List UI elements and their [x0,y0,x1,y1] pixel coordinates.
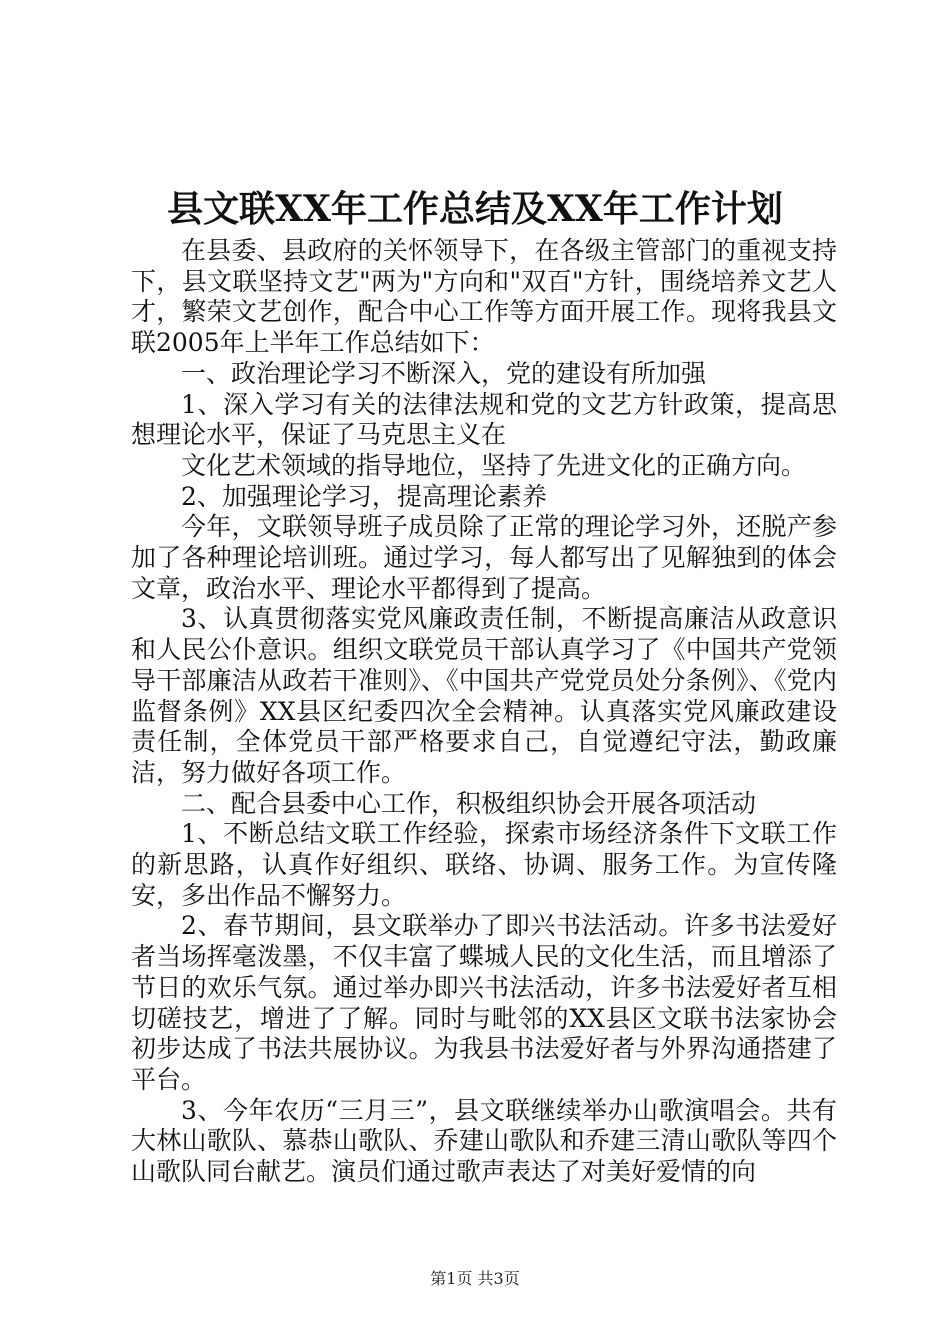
paragraph-2-3: 3、今年农历“三月三”，县文联继续举办山歌演唱会。共有大林山歌队、慕恭山歌队、乔建山歌队和乔建三清山歌队等四个山歌队同台献艺。演员们通过歌声表达了对美好爱情的向 [131,1095,837,1187]
document-body [131,236,837,1188]
page-footer: 第1页 共3页 [430,1269,520,1288]
paragraph-intro: 在县委、县政府的关怀领导下，在各级主管部门的重视支持下，县文联坚持文艺"两为"方向和"双百"方针，围绕培养文艺人才，繁荣文艺创作，配合中心工作等方面开展工作。现将我县文联2005年上半年工作总结如下： [131,236,837,358]
document-title: 县文联XX年工作总结及XX年工作计划 [167,188,783,230]
paragraph-1-2: 今年，文联领导班子成员除了正常的理论学习外，还脱产参加了各种理论培训班。通过学习，每人都写出了见解独到的体会文章，政治水平、理论水平都得到了提高。 [131,512,837,603]
subheading-1-2: 2、加强理论学习，提高理论素养 [181,481,547,511]
section-heading-1: 一、政治理论学习不断深入，党的建设有所加强 [181,358,707,388]
paragraph-1-1-continued: 文化艺术领域的指导地位，坚持了先进文化的正确方向。 [181,450,807,480]
section-heading-2: 二、配合县委中心工作，积极组织协会开展各项活动 [181,788,757,818]
paragraph-2-2: 2、春节期间，县文联举办了即兴书法活动。许多书法爱好者当场挥毫泼墨，不仅丰富了蝶城人民的文化生活，而且增添了节日的欢乐气氛。通过举办即兴书法活动，许多书法爱好者互相切磋技艺，增进了了解。同时与毗邻的XX县区文联书法家协会初步达成了书法共展协议。为我县书法爱好者与外界沟通搭建了平台。 [131,911,837,1094]
paragraph-1-1: 1、深入学习有关的法律法规和党的文艺方针政策，提高思想理论水平，保证了马克思主义在 [131,389,837,450]
paragraph-1-3: 3、认真贯彻落实党风廉政责任制，不断提高廉洁从政意识和人民公仆意识。组织文联党员干部认真学习了《中国共产党领导干部廉洁从政若干准则》、《中国共产党党员处分条例》、《党内监督条例》XX县区纪委四次全会精神。认真落实党风廉政建设责任制，全体党员干部严格要求自己，自觉遵纪守法，勤政廉洁，努力做好各项工作。 [131,604,837,787]
paragraph-2-1: 1、不断总结文联工作经验，探索市场经济条件下文联工作的新思路，认真作好组织、联络、协调、服务工作。为宣传隆安，多出作品不懈努力。 [131,819,837,910]
